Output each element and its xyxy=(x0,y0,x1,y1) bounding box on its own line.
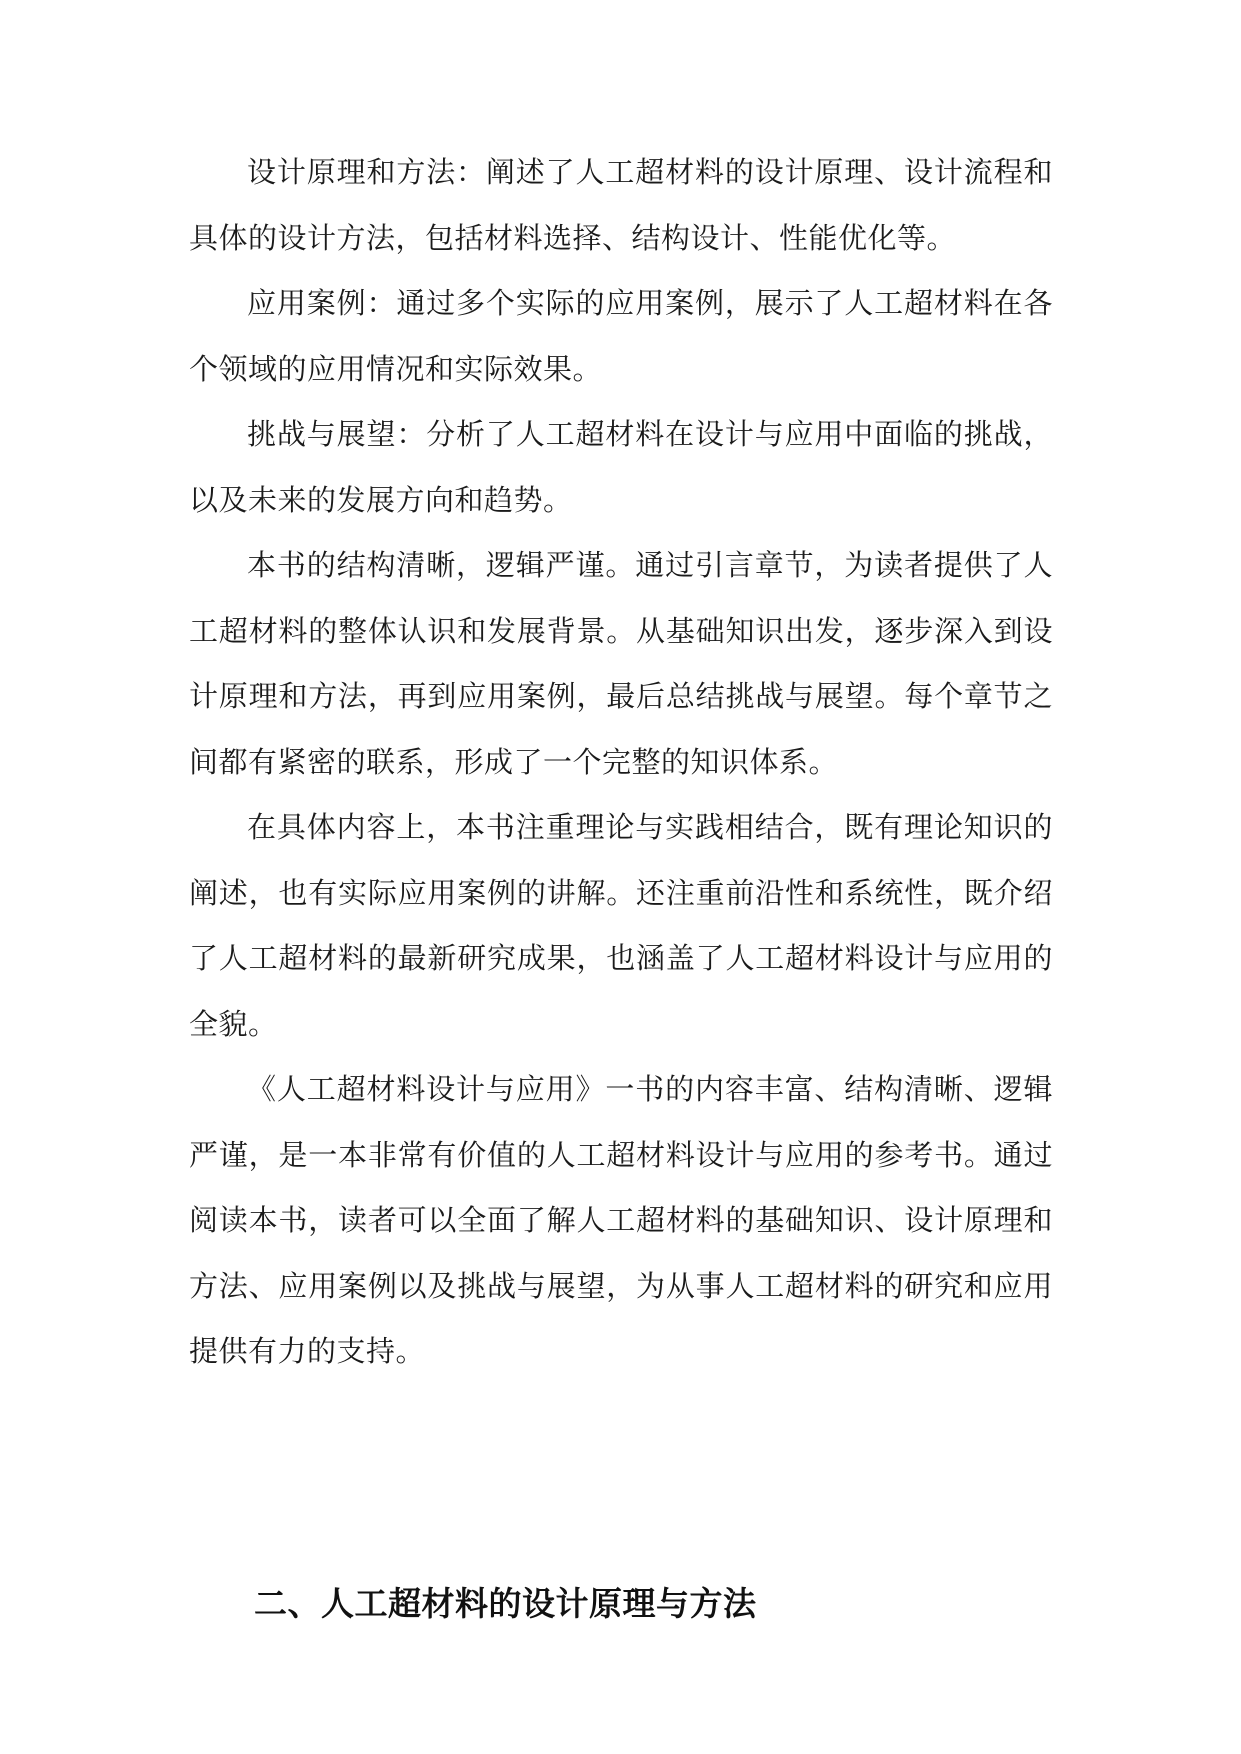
paragraph-book-content: 在具体内容上，本书注重理论与实践相结合，既有理论知识的阐述，也有实际应用案例的讲解。还注重前沿性和系统性，既介绍了人工超材料的最新研究成果，也涵盖了人工超材料设计与应用的全貌。 xyxy=(189,810,1053,1041)
paragraph-design-principles: 设计原理和方法：阐述了人工超材料的设计原理、设计流程和具体的设计方法，包括材料选择、结构设计、性能优化等。 xyxy=(189,155,1053,255)
paragraph-book-summary: 《人工超材料设计与应用》一书的内容丰富、结构清晰、逻辑严谨，是一本非常有价值的人工超材料设计与应用的参考书。通过阅读本书，读者可以全面了解人工超材料的基础知识、设计原理和方法、应用案例以及挑战与展望，为从事人工超材料的研究和应用提供有力的支持。 xyxy=(189,1072,1053,1368)
body-text xyxy=(189,140,1053,1385)
section-heading: 二、人工超材料的设计原理与方法 xyxy=(254,1584,757,1623)
paragraph-book-structure: 本书的结构清晰，逻辑严谨。通过引言章节，为读者提供了人工超材料的整体认识和发展背景。从基础知识出发，逐步深入到设计原理和方法，再到应用案例，最后总结挑战与展望。每个章节之间都有紧密的联系，形成了一个完整的知识体系。 xyxy=(189,548,1053,779)
paragraph-application-cases: 应用案例：通过多个实际的应用案例，展示了人工超材料在各个领域的应用情况和实际效果。 xyxy=(189,286,1053,386)
paragraph-challenges-outlook: 挑战与展望：分析了人工超材料在设计与应用中面临的挑战，以及未来的发展方向和趋势。 xyxy=(189,417,1053,517)
